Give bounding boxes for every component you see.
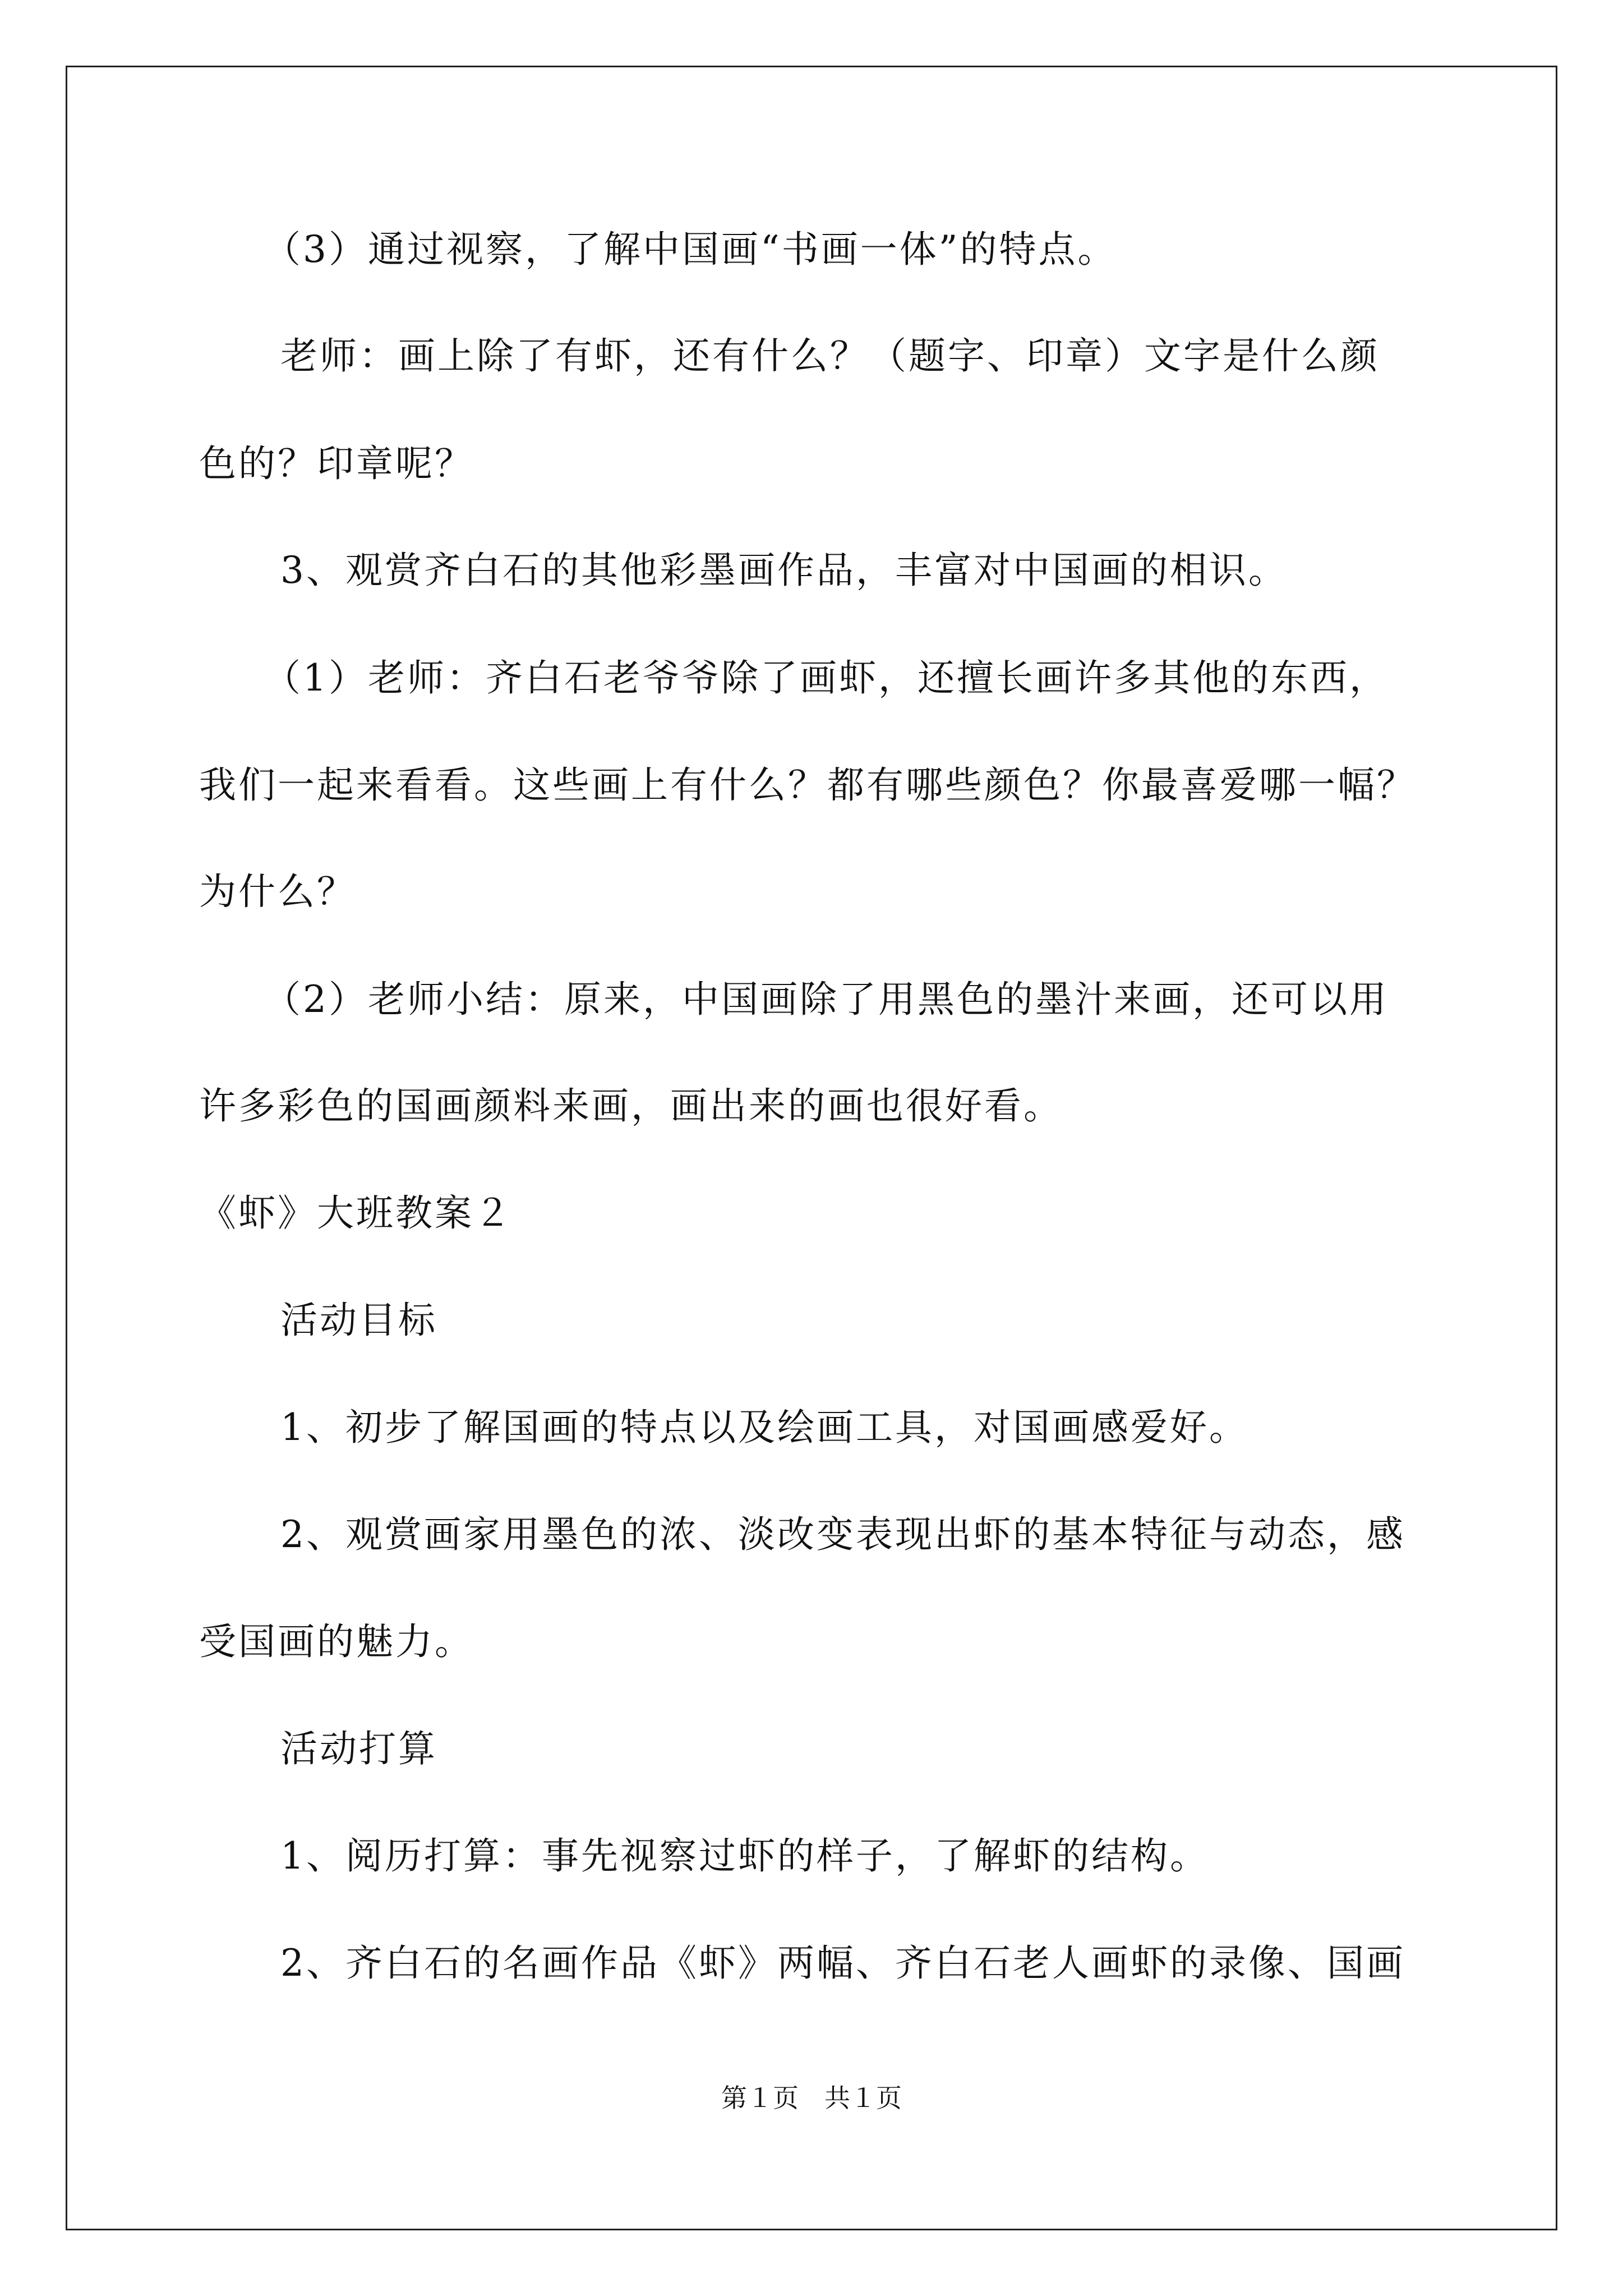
paragraph-line-11: 活动目标 [280,1299,437,1342]
paragraph-line-2: 老师：画上除了有虾，还有什么？（题字、印章）文字是什么颜 [280,334,1380,378]
page-footer: 第１页 共１页 [721,2083,902,2113]
paragraph-line-12: 1、初步了解国画的特点以及绘画工具，对国画感爱好。 [280,1406,1248,1449]
paragraph-line-9: 许多彩色的国画颜料来画，画出来的画也很好看。 [199,1084,1063,1128]
paragraph-line-5: （1）老师：齐白石老爷爷除了画虾，还擅长画许多其他的东西， [264,656,1389,700]
paragraph-line-15: 活动打算 [280,1727,437,1770]
paragraph-line-3: 色的？印章呢？ [199,442,474,485]
paragraph-line-13: 2、观赏画家用墨色的浓、淡改变表现出虾的基本特征与动态，感 [280,1513,1405,1556]
paragraph-line-8: （2）老师小结：原来，中国画除了用黑色的墨汁来画，还可以用 [264,978,1389,1021]
paragraph-line-16: 1、阅历打算：事先视察过虾的样子，了解虾的结构。 [280,1834,1209,1878]
page-border [66,66,1557,2230]
paragraph-line-14: 受国画的魅力。 [199,1620,474,1663]
paragraph-line-7: 为什么？ [199,870,356,913]
paragraph-line-6: 我们一起来看看。这些画上有什么？都有哪些颜色？你最喜爱哪一幅？ [199,763,1416,807]
section-heading: 《虾》大班教案２ [199,1191,513,1235]
paragraph-line-17: 2、齐白石的名画作品《虾》两幅、齐白石老人画虾的录像、国画 [280,1941,1405,1985]
paragraph-line-4: 3、观赏齐白石的其他彩墨画作品，丰富对中国画的相识。 [280,549,1288,592]
paragraph-line-1: （3）通过视察，了解中国画“书画一体”的特点。 [264,228,1117,271]
